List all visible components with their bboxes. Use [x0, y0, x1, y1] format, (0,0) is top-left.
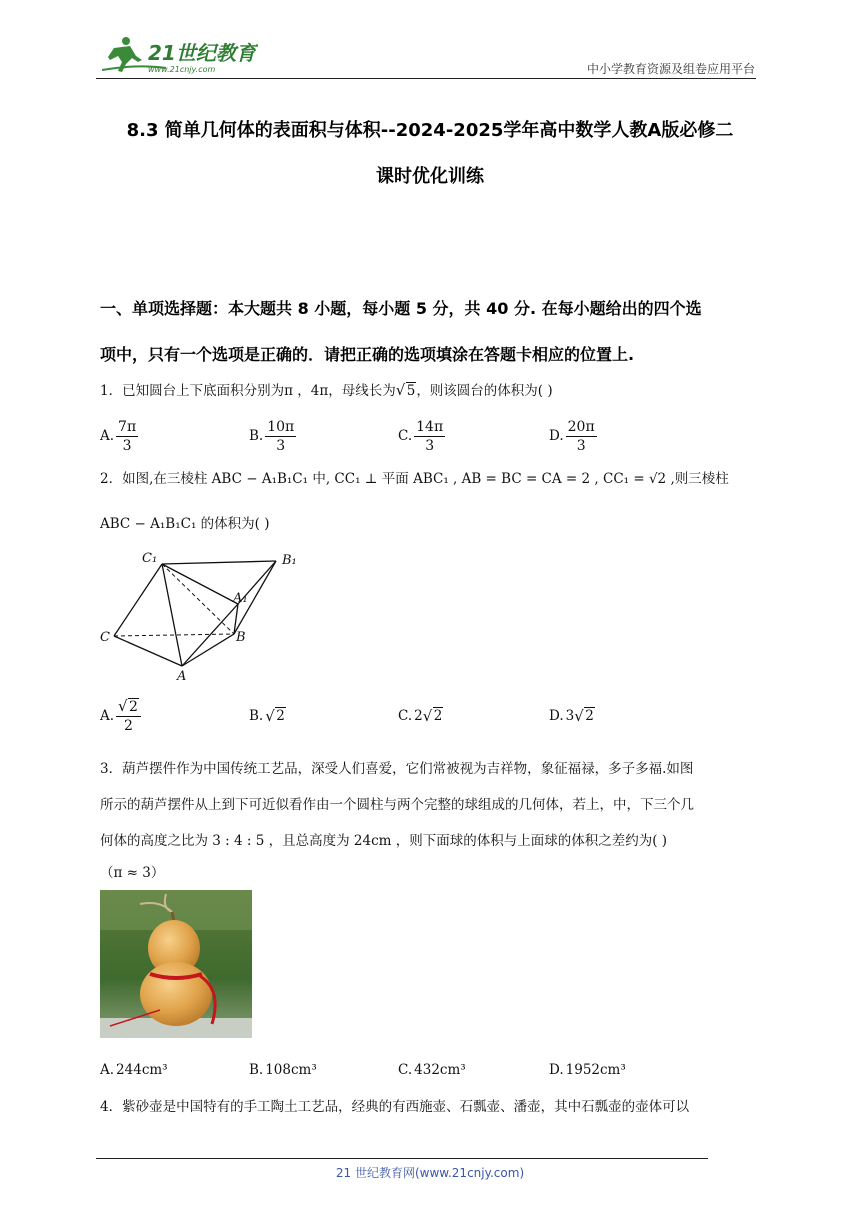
q2-option-a[interactable]: A. √ $\frac{2}{2}$	[100, 696, 141, 736]
section-line-2: 项中，只有一个选项是正确的．请把正确的选项填涂在答题卡相应的位置上.	[100, 345, 635, 364]
q1-text-a: 1．已知圆台上下底面积分别为π ，4π，母线长为	[100, 383, 396, 399]
question-4-stem-line-1: 4．紫砂壶是中国特有的手工陶土工艺品，经典的有西施壶、石瓢壶、潘壶，其中石瓢壶的壶体可以	[100, 1099, 690, 1115]
q3-option-d[interactable]: D. 1952cm³	[549, 1062, 626, 1078]
title-line-2: 课时优化训练	[376, 166, 484, 187]
q1-option-d[interactable]: D. $\frac{20\pi}{3}$	[549, 418, 595, 454]
q1-text-b: ，则该圆台的体积为( )	[416, 383, 553, 399]
label-b1: B₁	[282, 553, 297, 568]
question-1-options	[100, 416, 760, 456]
label-c1: C₁	[142, 551, 158, 566]
prism-figure	[96, 546, 306, 686]
question-3-stem-line-1: 3．葫芦摆件作为中国传统工艺品，深受人们喜爱，它们常被视为吉祥物，象征福禄，多子多福.如图	[100, 761, 694, 777]
q2-option-b[interactable]: B. √ 2	[249, 696, 286, 736]
q1-option-c[interactable]: C. $\frac{14\pi}{3}$	[398, 418, 444, 454]
q2-option-d[interactable]: D. 3 √ 2	[549, 696, 595, 736]
footer-link[interactable]: 21 世纪教育网(www.21cnjy.com)	[335, 1166, 525, 1180]
label-a1: A₁	[233, 591, 248, 606]
title-line-1: 8.3 简单几何体的表面积与体积--2024-2025学年高中数学人教A版必修二	[126, 120, 734, 141]
section-heading	[100, 286, 768, 378]
question-3-stem-line-3: 何体的高度之比为 3 : 4 : 5 ，且总高度为 24cm ，则下面球的体积与上面球的体积之差约为( )	[100, 833, 668, 849]
q1-sqrt: √ 5	[396, 372, 417, 410]
label-a: A	[177, 669, 187, 684]
section-line-1: 一、单项选择题：本大题共 8 小题，每小题 5 分，共 40 分. 在每小题给出的四个选	[100, 299, 702, 318]
gourd-photo	[100, 890, 252, 1038]
header-divider	[96, 78, 756, 79]
question-2-options	[100, 696, 760, 736]
question-3-stem-line-4: （π ≈ 3）	[100, 865, 165, 881]
q3-option-a[interactable]: A. 244cm³	[100, 1062, 168, 1078]
question-3-options	[100, 1050, 760, 1090]
q3-option-b[interactable]: B. 108cm³	[249, 1062, 317, 1078]
q1-option-a[interactable]: A. $\frac{7\pi}{3}$	[100, 418, 137, 454]
q2-option-c[interactable]: C. 2 √ 2	[398, 696, 443, 736]
question-2-stem-line-1: 2．如图,在三棱柱 ABC − A₁B₁C₁ 中, CC₁ ⊥ 平面 ABC₁ , AB = BC = CA = 2 , CC₁ = √2 ,则三棱柱	[100, 471, 729, 487]
question-3-stem-line-2: 所示的葫芦摆件从上到下可近似看作由一个圆柱与两个完整的球组成的几何体，若上，中，下三个几	[100, 797, 694, 813]
q1-option-b[interactable]: B. $\frac{10\pi}{3}$	[249, 418, 295, 454]
question-1-stem	[100, 372, 768, 410]
site-logo	[96, 34, 258, 76]
document-title	[96, 108, 764, 200]
logo-url: www.21cnjy.com	[148, 65, 216, 74]
label-b: B	[236, 630, 246, 645]
question-2-stem-line-2: ABC − A₁B₁C₁ 的体积为( )	[100, 516, 270, 532]
q3-option-c[interactable]: C. 432cm³	[398, 1062, 466, 1078]
label-c: C	[100, 630, 110, 645]
platform-name: 中小学教育资源及组卷应用平台	[586, 62, 755, 76]
footer-divider	[96, 1158, 708, 1159]
logo-text: 21世纪教育	[148, 41, 256, 65]
